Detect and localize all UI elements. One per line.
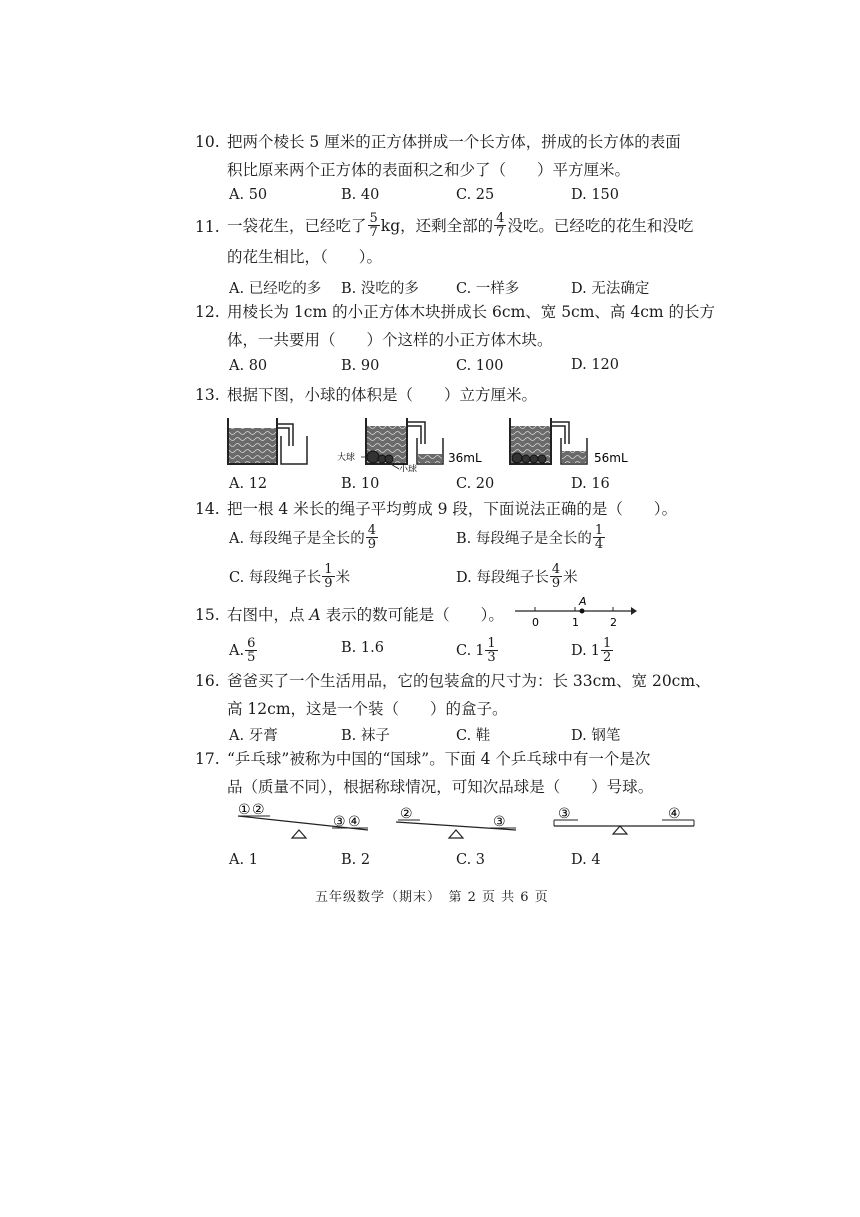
axis-point-label: A [579, 595, 587, 608]
question-number: 15. [195, 606, 220, 624]
question-11 [195, 212, 715, 272]
option-d[interactable]: D. 120 [571, 357, 620, 373]
question-number: 12. [195, 303, 220, 321]
option-c[interactable]: C. 100 [456, 358, 504, 374]
question-text: 根据下图，小球的体积是（ ）立方厘米。 [227, 386, 538, 404]
option-c[interactable]: C. 1 $\frac{1}{3}$ [456, 636, 496, 665]
small-ball [385, 455, 393, 463]
number-line [513, 595, 638, 629]
fraction: $\frac{5}{7}$ [369, 211, 378, 240]
fraction: $\frac{4}{7}$ [496, 211, 505, 240]
option-c[interactable]: C. 每段绳子长 $\frac{1}{9}$ 米 [229, 562, 351, 591]
ball [530, 455, 538, 463]
option-b[interactable]: B. 没吃的多 [341, 281, 419, 297]
big-ball [367, 451, 379, 463]
question-text: “乒乓球”被称为中国的“国球”。下面 4 个乒乓球中有一个是次 [227, 750, 651, 768]
point-a [580, 609, 585, 614]
question-10 [195, 131, 715, 211]
question-text: 体，一共要用（ ）个这样的小正方体木块。 [227, 331, 553, 349]
balance-scales-figure [232, 800, 702, 846]
question-text: kg，还剩全部的 [380, 216, 494, 235]
question-text: 把一根 4 米长的绳子平均剪成 9 段，下面说法正确的是（ ）。 [227, 500, 678, 518]
ball-4: ④ [668, 806, 681, 822]
question-number: 11. [195, 218, 220, 236]
fraction: $\frac{1}{9}$ [324, 562, 333, 591]
option-c[interactable]: C. 鞋 [456, 728, 491, 744]
question-text: 把两个棱长 5 厘米的正方体拼成一个长方体，拼成的长方体的表面 [227, 133, 681, 151]
point-label: A [309, 606, 321, 624]
option-b[interactable]: B. 2 [341, 852, 371, 868]
option-d[interactable]: D. 16 [571, 476, 610, 492]
question-text: 高 12cm，这是一个装（ ）的盒子。 [227, 700, 508, 718]
volume-label-56: 56mL [594, 451, 628, 465]
option-b[interactable]: B. 每段绳子是全长的 $\frac{1}{4}$ [456, 523, 604, 552]
water-displacement-figure [225, 412, 645, 472]
ball-3: ③ [333, 814, 346, 830]
question-12 [195, 301, 715, 361]
question-text: 爸爸买了一个生活用品，它的包装盒的尺寸为：长 33cm、宽 20cm、 [227, 672, 711, 690]
option-a[interactable]: A. 1 [229, 852, 258, 868]
option-a[interactable]: A. 12 [229, 476, 268, 492]
question-text: 积比原来两个正方体的表面积之和少了（ ）平方厘米。 [227, 161, 631, 179]
balance-scale-3 [554, 806, 694, 834]
container-3 [510, 418, 628, 465]
question-text: 右图中，点 [227, 606, 305, 624]
big-ball-label: 大球 [337, 453, 356, 463]
question-16 [195, 670, 715, 730]
tick-2: 2 [610, 616, 617, 629]
question-number: 16. [195, 672, 220, 690]
ball-3: ③ [493, 814, 506, 830]
option-d[interactable]: D. 钢笔 [571, 728, 621, 744]
question-17 [195, 748, 715, 808]
question-number: 14. [195, 500, 220, 518]
fraction: $\frac{4}{9}$ [367, 523, 376, 552]
question-text: 一袋花生，已经吃了 [227, 216, 367, 235]
option-a[interactable]: A. 牙膏 [229, 728, 278, 744]
option-d[interactable]: D. 150 [571, 187, 620, 203]
option-b[interactable]: B. 袜子 [341, 728, 390, 744]
fraction: $\frac{4}{9}$ [551, 562, 561, 591]
option-c[interactable]: C. 20 [456, 476, 495, 492]
option-a[interactable]: A. $\frac{6}{5}$ [229, 636, 256, 665]
option-b[interactable]: B. 40 [341, 187, 380, 203]
question-text: 的花生相比，（ ）。 [227, 248, 383, 266]
option-b[interactable]: B. 90 [341, 358, 380, 374]
option-b[interactable]: B. 1.6 [341, 640, 384, 656]
fraction: $\frac{1}{2}$ [602, 636, 612, 665]
question-text: 用棱长为 1cm 的小正方体木块拼成长 6cm、宽 5cm、高 4cm 的长方 [227, 303, 716, 321]
option-a[interactable]: A. 已经吃的多 [229, 281, 322, 297]
option-c[interactable]: C. 一样多 [456, 281, 520, 297]
question-number: 13. [195, 386, 220, 404]
option-d[interactable]: D. 每段绳子长 $\frac{4}{9}$ 米 [456, 562, 578, 591]
page-footer: 五年级数学（期末） 第 2 页 共 6 页 [315, 890, 549, 905]
balance-scale-2 [396, 806, 516, 838]
balance-scale-1 [238, 802, 368, 838]
question-number: 10. [195, 133, 220, 151]
ball-4: ④ [348, 814, 361, 830]
option-c[interactable]: C. 25 [456, 187, 495, 203]
tick-1: 1 [572, 616, 579, 629]
ball [512, 453, 522, 463]
question-text: 没吃。已经吃的花生和没吃 [507, 216, 694, 235]
container-2 [337, 418, 482, 472]
question-14 [195, 498, 715, 522]
option-d[interactable]: D. 1 $\frac{1}{2}$ [571, 636, 612, 665]
ball-3: ③ [558, 806, 571, 822]
ball [538, 455, 546, 463]
fraction: $\frac{1}{3}$ [487, 636, 496, 665]
question-13 [195, 384, 715, 408]
option-a[interactable]: A. 80 [229, 358, 268, 374]
question-text: 品（质量不同），根据称球情况，可知次品球是（ ）号球。 [227, 778, 654, 796]
ball-2: ② [252, 802, 265, 818]
ball-2: ② [400, 806, 413, 822]
volume-label-36: 36mL [448, 451, 482, 465]
fraction: $\frac{6}{5}$ [247, 636, 256, 665]
fraction: $\frac{1}{4}$ [594, 523, 604, 552]
small-ball-label: 小球 [399, 465, 418, 472]
option-a[interactable]: A. 50 [229, 187, 268, 203]
option-b[interactable]: B. 10 [341, 476, 380, 492]
question-text: 表示的数可能是（ ）。 [325, 606, 504, 624]
ball [522, 455, 530, 463]
question-number: 17. [195, 750, 220, 768]
option-d[interactable]: D. 4 [571, 852, 601, 868]
ball-1: ① [238, 802, 251, 818]
option-c[interactable]: C. 3 [456, 852, 486, 868]
tick-0: 0 [532, 616, 539, 629]
container-1 [228, 418, 307, 464]
option-a[interactable]: A. 每段绳子是全长的 $\frac{4}{9}$ [229, 523, 376, 552]
question-15 [195, 604, 515, 628]
option-d[interactable]: D. 无法确定 [571, 281, 650, 297]
